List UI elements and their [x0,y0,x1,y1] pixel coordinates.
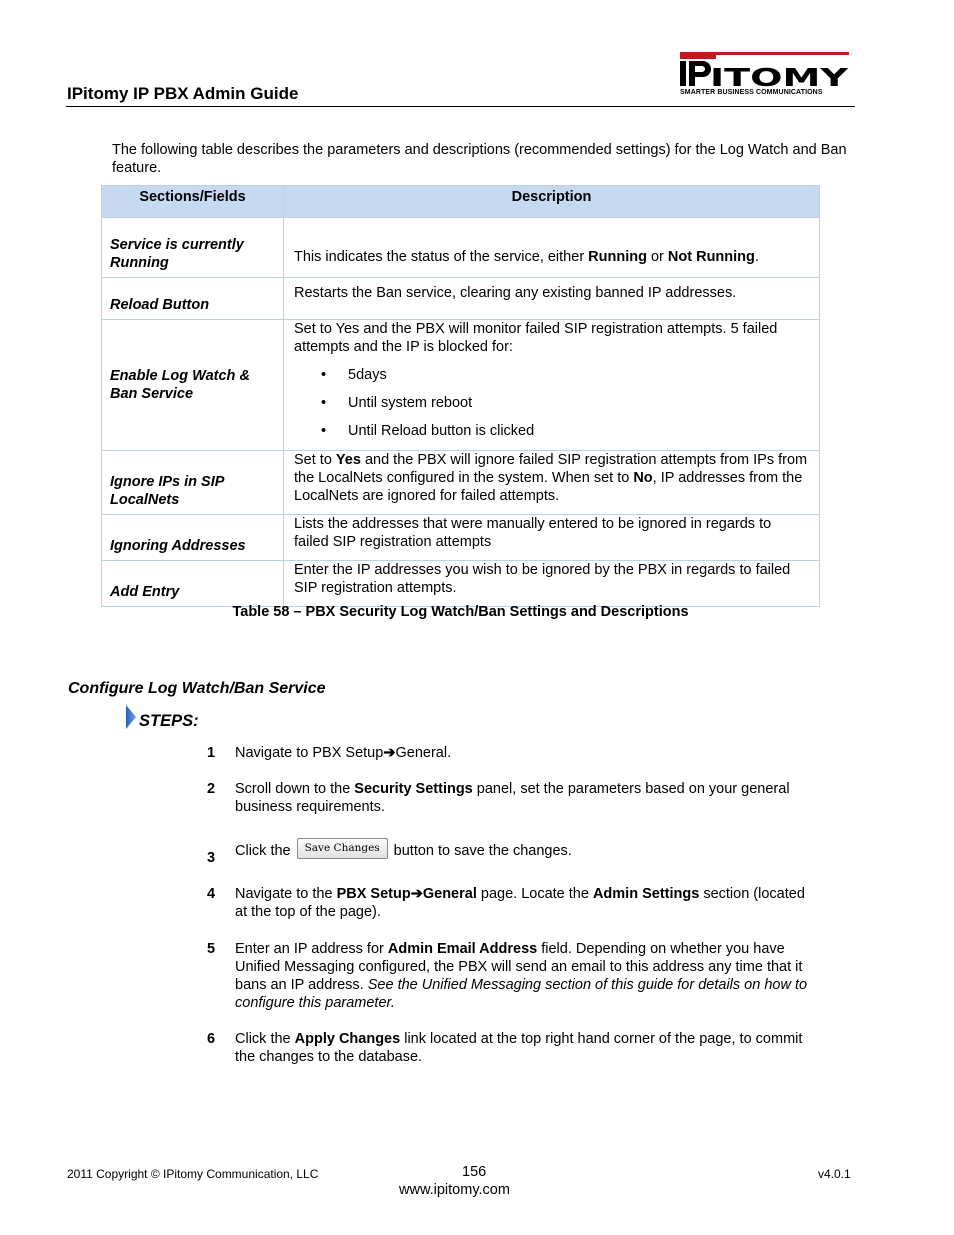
table-row [102,218,820,278]
step-text: Click the Apply Changes link located at the top right hand corner of the page, to commit the changes to the database. [235,1031,803,1065]
footer-version: v4.0.1 [818,1167,851,1181]
step-item [207,940,819,1012]
section-heading: Configure Log Watch/Ban Service [68,680,326,697]
field-name: Service is currently Running [102,218,284,278]
list-item: • 5days [294,366,809,394]
list-item: • Until system reboot [294,394,809,422]
step-item [207,885,819,921]
logo-tagline: SMARTER BUSINESS COMMUNICATIONS [680,89,823,96]
field-description: Set to Yes and the PBX will monitor failed SIP registration attempts. 5 failed attempts and the IP is blocked for: • 5days • Until system reboot • Until Reload button is clicked [284,320,820,451]
right-arrow-icon: ➔ [383,745,396,761]
step-number: 1 [207,745,216,761]
field-description: Lists the addresses that were manually entered to be ignored in regards to failed SIP registration attempts [284,515,820,561]
step-text: Enter an IP address for Admin Email Address field. Depending on whether you have Unified Messaging configured, the PBX will send an email to this address any time that it bans an IP address. See the Unified Messaging section of this guide for details on how to configure this parameter. [235,941,808,1011]
step-text: Click the Save Changes button to save the changes. [235,838,819,860]
block-duration-list [294,366,809,450]
header-rule [66,106,855,107]
intro-paragraph: The following table describes the parameters and descriptions (recommended settings) for the Log Watch and Ban feature. [112,142,847,176]
footer-url: www.ipitomy.com [399,1182,510,1198]
field-description: Set to Yes and the PBX will ignore failed SIP registration attempts from IPs from the LocalNets configured in the system. When set to No, IP addresses from the LocalNets are ignored for failed attempts. [284,451,820,515]
field-description: Restarts the Ban service, clearing any existing banned IP addresses. [284,278,820,320]
step-item [207,744,819,762]
field-description: This indicates the status of the service, either Running or Not Running. [284,218,820,278]
column-header-fields: Sections/Fields [102,186,284,218]
field-name: Add Entry [102,561,284,607]
table-row [102,278,820,320]
table-caption: Table 58 – PBX Security Log Watch/Ban Settings and Descriptions [232,604,689,620]
table-row [102,515,820,561]
table-header-row [102,186,820,218]
save-changes-button[interactable]: Save Changes [297,838,388,859]
field-name: Ignore IPs in SIP LocalNets [102,451,284,515]
steps-label: STEPS: [139,712,199,730]
step-number: 6 [207,1031,216,1047]
step-number: 2 [207,781,216,797]
field-name: Enable Log Watch & Ban Service [102,320,284,451]
step-number: 3 [207,850,216,866]
step-number: 5 [207,941,216,957]
step-text: Scroll down to the Security Settings panel, set the parameters based on your general business requirements. [235,781,790,815]
document-title: IPitomy IP PBX Admin Guide [67,84,299,103]
field-description: Enter the IP addresses you wish to be ignored by the PBX in regards to failed SIP registration attempts. [284,561,820,607]
step-text: Navigate to the PBX Setup➔General page. Locate the Admin Settings section (located at the top of the page). [235,886,805,920]
table-row [102,451,820,515]
step-item [207,780,819,816]
step-text: Navigate to PBX Setup➔General. [235,745,452,761]
field-name: Reload Button [102,278,284,320]
column-header-description: Description [284,186,820,218]
list-item: • Until Reload button is clicked [294,422,809,450]
right-arrow-icon: ➔ [410,886,423,902]
field-name: Ignoring Addresses [102,515,284,561]
table-row [102,561,820,607]
settings-table [101,185,820,607]
step-item [207,1030,819,1066]
step-number: 4 [207,886,216,902]
page-number: 156 [462,1164,487,1180]
steps-arrow-icon [125,704,137,735]
footer-copyright: 2011 Copyright © IPitomy Communication, LLC [67,1167,319,1181]
table-row [102,320,820,451]
svg-text:ITOMY: ITOMY [710,63,850,92]
step-item [207,838,819,868]
